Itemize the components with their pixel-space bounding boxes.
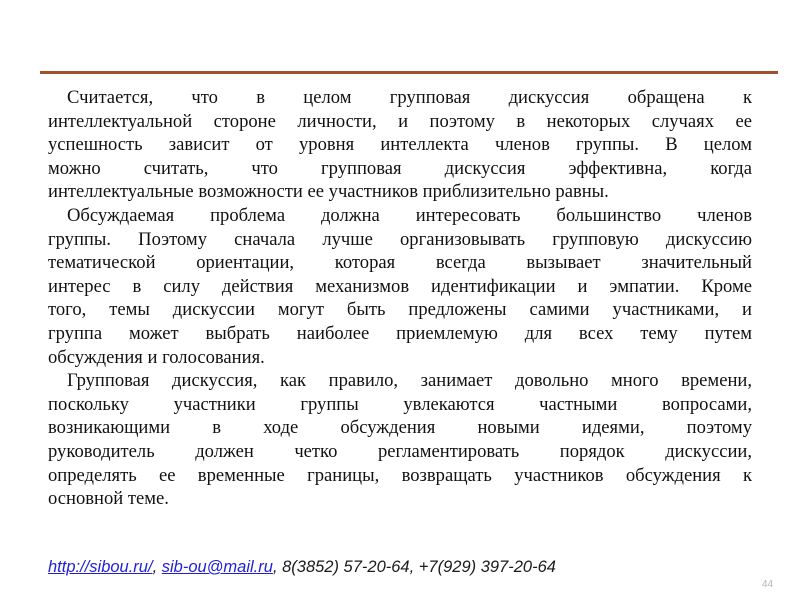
text-line: Обсуждаемая проблема должна интересовать большинство членов — [67, 204, 752, 226]
footer-contacts — [48, 558, 556, 577]
text-line: успешность зависит от уровня интеллекта членов группы. В целом — [48, 134, 752, 156]
text-line: группа может выбрать наиболее приемлемую для всех тему путем — [48, 322, 752, 344]
text-line: интеллектуальной стороне личности, и поэтому в некоторых случаях ее — [48, 110, 752, 132]
slide-body — [48, 86, 752, 511]
paragraph-3 — [48, 369, 752, 511]
text-line: руководитель должен четко регламентировать порядок дискуссии, — [48, 440, 752, 462]
text-line: интерес в силу действия механизмов идентификации и эмпатии. Кроме — [48, 275, 752, 297]
footer-phones: , 8(3852) 57-20-64, +7(929) 397-20-64 — [272, 558, 556, 576]
paragraph-2 — [48, 204, 752, 369]
text-line: Групповая дискуссия, как правило, занимает довольно много времени, — [67, 370, 752, 392]
text-line: поскольку участники группы увлекаются частными вопросами, — [48, 393, 752, 415]
text-line: возникающими в ходе обсуждения новыми идеями, поэтому — [48, 417, 752, 439]
paragraph-1 — [48, 86, 752, 204]
header-divider — [40, 71, 778, 74]
text-line: того, темы дискуссии могут быть предложены самими участниками, и — [48, 299, 752, 321]
website-link[interactable]: http://sibou.ru/ — [48, 558, 153, 576]
text-line: обсуждения и голосования. — [48, 346, 265, 368]
email-link[interactable]: sib-ou@mail.ru — [161, 558, 273, 576]
footer-separator: , — [152, 558, 162, 576]
text-line: тематической ориентации, которая всегда вызывает значительный — [48, 252, 752, 274]
page-number: 44 — [762, 579, 774, 590]
text-line: Считается, что в целом групповая дискуссия обращена к — [67, 87, 752, 108]
text-line: интеллектуальные возможности ее участников приблизительно равны. — [48, 181, 609, 203]
text-line: определять ее временные границы, возвращать участников обсуждения к — [48, 464, 752, 486]
text-line: группы. Поэтому сначала лучше организовывать групповую дискуссию — [48, 228, 752, 250]
text-line: основной теме. — [48, 488, 169, 510]
text-line: можно считать, что групповая дискуссия эффективна, когда — [48, 157, 752, 179]
